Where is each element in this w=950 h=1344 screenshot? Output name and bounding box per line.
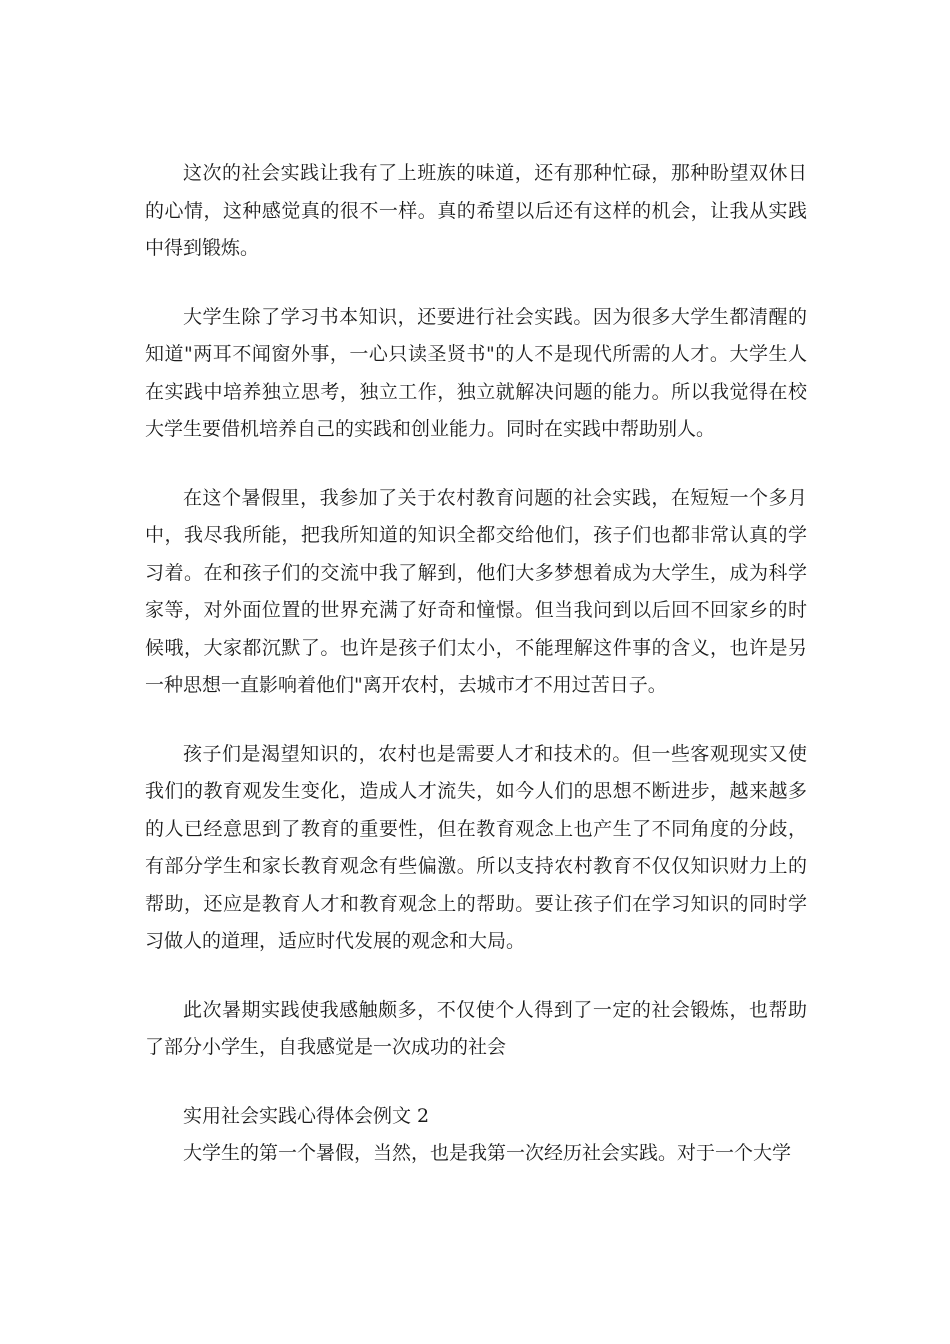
section-heading: 实用社会实践心得体会例文 2 xyxy=(183,1104,430,1127)
paragraph-6: 大学生的第一个暑假，当然，也是我第一次经历社会实践。对于一个大学 xyxy=(183,1141,792,1164)
paragraph-4: 孩子们是渴望知识的，农村也是需要人才和技术的。但一些客观现实又使我们的教育观发生变化，造成人才流失，如今人们的思想不断进步，越来越多的人已经意思到了教育的重要性，但在教育观念上也产生了不同角度的分歧，有部分学生和家长教育观念有些偏激。所以支持农村教育不仅仅知识财力上的帮助，还应是教育人才和教育观念上的帮助。要让孩子们在学习知识的同时学习做人的道理，适应时代发展的观念和大局。 xyxy=(145,742,807,952)
paragraph-2: 大学生除了学习书本知识，还要进行社会实践。因为很多大学生都清醒的知道"两耳不闻窗外事，一心只读圣贤书"的人不是现代所需的人才。大学生人在实践中培养独立思考，独立工作，独立就解决问题的能力。所以我觉得在校大学生要借机培养自己的实践和创业能力。同时在实践中帮助别人。 xyxy=(145,305,807,440)
paragraph-1: 这次的社会实践让我有了上班族的味道，还有那种忙碌，那种盼望双休日的心情，这种感觉真的很不一样。真的希望以后还有这样的机会，让我从实践中得到锻炼。 xyxy=(145,162,807,259)
document-body xyxy=(145,155,807,1203)
paragraph-5: 此次暑期实践使我感触颇多，不仅使个人得到了一定的社会锻炼，也帮助了部分小学生，自我感觉是一次成功的社会 xyxy=(145,998,807,1058)
paragraph-3: 在这个暑假里，我参加了关于农村教育问题的社会实践，在短短一个多月中，我尽我所能，把我所知道的知识全都交给他们，孩子们也都非常认真的学习着。在和孩子们的交流中我了解到，他们大多梦想着成为大学生，成为科学家等，对外面位置的世界充满了好奇和憧憬。但当我问到以后回不回家乡的时候哦，大家都沉默了。也许是孩子们太小，不能理解这件事的含义，也许是另一种思想一直影响着他们"离开农村，去城市才不用过苦日子。 xyxy=(145,486,807,696)
